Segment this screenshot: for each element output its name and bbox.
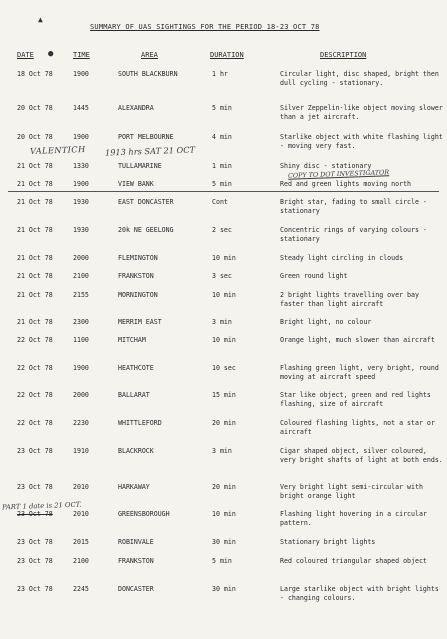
date-cell: 23 Oct 78: [17, 483, 53, 491]
area-cell: ROBINVALE: [118, 538, 154, 546]
handwritten-copy-note: COPY TO DOT INVESTIGATOR: [287, 168, 390, 180]
description-cell: Bright star, fading to small circle - stationary: [280, 198, 427, 215]
date-cell: 21 Oct 78: [17, 318, 53, 326]
time-cell: 2010: [73, 510, 89, 518]
date-cell: 22 Oct 78: [17, 391, 53, 399]
time-cell: 2230: [73, 419, 89, 427]
duration-cell: 2 sec: [212, 226, 232, 234]
handwritten-valentich-time: 1913 hrs SAT 21 OCT: [104, 144, 196, 158]
description-cell: Red coloured triangular shaped object: [280, 557, 427, 565]
description-cell: Flashing light hovering in a circular pattern.: [280, 510, 427, 527]
area-cell: TULLAMARINE: [118, 162, 162, 170]
area-cell: 20k NE GEELONG: [118, 226, 174, 234]
header-description: DESCRIPTION: [320, 51, 367, 59]
description-cell: Large starlike object with bright lights - changing colours.: [280, 585, 439, 602]
ink-blot: ●: [48, 49, 54, 59]
header-time: TIME: [73, 51, 90, 59]
sighting-row: [0, 70, 447, 100]
description-cell: Starlike object with white flashing light - moving very fast.: [280, 133, 443, 150]
description-cell: 2 bright lights travelling over bay faster than light aircraft: [280, 291, 419, 308]
time-cell: 1910: [73, 447, 89, 455]
time-cell: 2015: [73, 538, 89, 546]
handwritten-part-note: PART 1 date is 21 OCT.: [1, 500, 82, 512]
area-cell: SOUTH BLACKBURN: [118, 70, 178, 78]
area-cell: HEATHCOTE: [118, 364, 154, 372]
area-cell: FRANKSTON: [118, 557, 154, 565]
date-cell: 21 Oct 78: [17, 180, 53, 188]
time-cell: 2245: [73, 585, 89, 593]
description-cell: Coloured flashing lights, not a star or aircraft: [280, 419, 435, 436]
duration-cell: 30 min: [212, 538, 236, 546]
sighting-row: [0, 447, 447, 477]
area-cell: FLEMINGTON: [118, 254, 158, 262]
duration-cell: 3 min: [212, 447, 232, 455]
description-cell: Red and green lights moving north: [280, 180, 412, 188]
time-cell: 2155: [73, 291, 89, 299]
duration-cell: 3 sec: [212, 272, 232, 280]
sighting-row: [0, 510, 447, 540]
header-date: DATE: [17, 51, 34, 59]
description-cell: Silver Zeppelin-like object moving slower than a jet aircraft.: [280, 104, 443, 121]
sighting-row: [0, 585, 447, 615]
description-cell: Star like object, green and red lights flashing, size of aircraft: [280, 391, 431, 408]
time-cell: 2100: [73, 557, 89, 565]
date-cell: 21 Oct 78: [17, 291, 53, 299]
date-cell: 21 Oct 78: [17, 254, 53, 262]
sighting-row: [0, 419, 447, 449]
date-cell: 22 Oct 78: [17, 419, 53, 427]
duration-cell: 10 min: [212, 291, 236, 299]
area-cell: EAST DONCASTER: [118, 198, 174, 206]
area-cell: GREENSBOROUGH: [118, 510, 170, 518]
area-cell: HARKAWAY: [118, 483, 150, 491]
duration-cell: 30 min: [212, 585, 236, 593]
description-cell: Green round light: [280, 272, 348, 280]
date-cell: 23 Oct 78: [17, 447, 53, 455]
duration-cell: 4 min: [212, 133, 232, 141]
duration-cell: 10 sec: [212, 364, 236, 372]
description-cell: Cigar shaped object, silver coloured, very bright shafts of light at both ends.: [280, 447, 443, 464]
sighting-row: [0, 198, 447, 228]
sighting-row: [0, 104, 447, 134]
duration-cell: 3 min: [212, 318, 232, 326]
time-cell: 2000: [73, 391, 89, 399]
sighting-row: [0, 364, 447, 394]
sighting-row: [0, 226, 447, 256]
area-cell: VIEW BANK: [118, 180, 154, 188]
time-cell: 1100: [73, 336, 89, 344]
date-cell: 18 Oct 78: [17, 70, 53, 78]
page-title: SUMMARY OF UAS SIGHTINGS FOR THE PERIOD 18-23 OCT 78: [90, 23, 320, 31]
time-cell: 2010: [73, 483, 89, 491]
time-cell: 1900: [73, 364, 89, 372]
area-cell: DONCASTER: [118, 585, 154, 593]
area-cell: MERRIM EAST: [118, 318, 162, 326]
duration-cell: 1 hr: [212, 70, 228, 78]
date-cell: 20 Oct 78: [17, 104, 53, 112]
time-cell: 1930: [73, 198, 89, 206]
description-cell: Steady light circling in clouds: [280, 254, 404, 262]
date-cell: 21 Oct 78: [17, 162, 53, 170]
sighting-row: [0, 336, 447, 366]
description-cell: Flashing green light, very bright, round moving at aircraft speed: [280, 364, 439, 381]
date-cell: 23 Oct 78: [17, 585, 53, 593]
date-cell: 21 Oct 78: [17, 272, 53, 280]
area-cell: WHITTLEFORD: [118, 419, 162, 427]
description-cell: Bright light, no colour: [280, 318, 372, 326]
duration-cell: 5 min: [212, 557, 232, 565]
area-cell: PORT MELBOURNE: [118, 133, 174, 141]
description-cell: Shiny disc - stationary: [280, 162, 372, 170]
time-cell: 1900: [73, 70, 89, 78]
header-area: AREA: [141, 51, 158, 59]
area-cell: BALLARAT: [118, 391, 150, 399]
date-cell: 21 Oct 78: [17, 198, 53, 206]
time-cell: 2300: [73, 318, 89, 326]
date-cell: 21 Oct 78: [17, 226, 53, 234]
punch-mark: ▲: [38, 15, 43, 24]
time-cell: 1930: [73, 226, 89, 234]
date-cell: 23 Oct 78: [17, 510, 53, 518]
description-cell: Circular light, disc shaped, bright then dull cycling - stationary.: [280, 70, 439, 87]
duration-cell: 20 min: [212, 483, 236, 491]
duration-cell: 15 min: [212, 391, 236, 399]
description-cell: Orange light, much slower than aircraft: [280, 336, 435, 344]
header-duration: DURATION: [210, 51, 244, 59]
duration-cell: 5 min: [212, 104, 232, 112]
area-cell: MORNINGTON: [118, 291, 158, 299]
date-cell: 23 Oct 78: [17, 557, 53, 565]
duration-cell: Cont: [212, 198, 228, 206]
duration-cell: 10 min: [212, 336, 236, 344]
description-cell: Very bright light semi-circular with bright orange light: [280, 483, 423, 500]
time-cell: 1900: [73, 133, 89, 141]
area-cell: FRANKSTON: [118, 272, 154, 280]
area-cell: MITCHAM: [118, 336, 146, 344]
time-cell: 2100: [73, 272, 89, 280]
duration-cell: 20 min: [212, 419, 236, 427]
date-cell: 20 Oct 78: [17, 133, 53, 141]
sighting-row: [0, 391, 447, 421]
date-cell: 22 Oct 78: [17, 364, 53, 372]
time-cell: 1445: [73, 104, 89, 112]
date-cell: 23 Oct 78: [17, 538, 53, 546]
section-divider: [8, 191, 439, 192]
time-cell: 1330: [73, 162, 89, 170]
sighting-row: [0, 291, 447, 321]
description-cell: Concentric rings of varying colours - stationary: [280, 226, 427, 243]
area-cell: ALEXANDRA: [118, 104, 154, 112]
sighting-row: [0, 557, 447, 587]
duration-cell: 10 min: [212, 510, 236, 518]
duration-cell: 1 min: [212, 162, 232, 170]
time-cell: 2000: [73, 254, 89, 262]
description-cell: Stationary bright lights: [280, 538, 376, 546]
area-cell: BLACKROCK: [118, 447, 154, 455]
date-cell: 22 Oct 78: [17, 336, 53, 344]
time-cell: 1900: [73, 180, 89, 188]
duration-cell: 10 min: [212, 254, 236, 262]
duration-cell: 5 min: [212, 180, 232, 188]
handwritten-valentich: VALENTICH: [29, 144, 86, 156]
